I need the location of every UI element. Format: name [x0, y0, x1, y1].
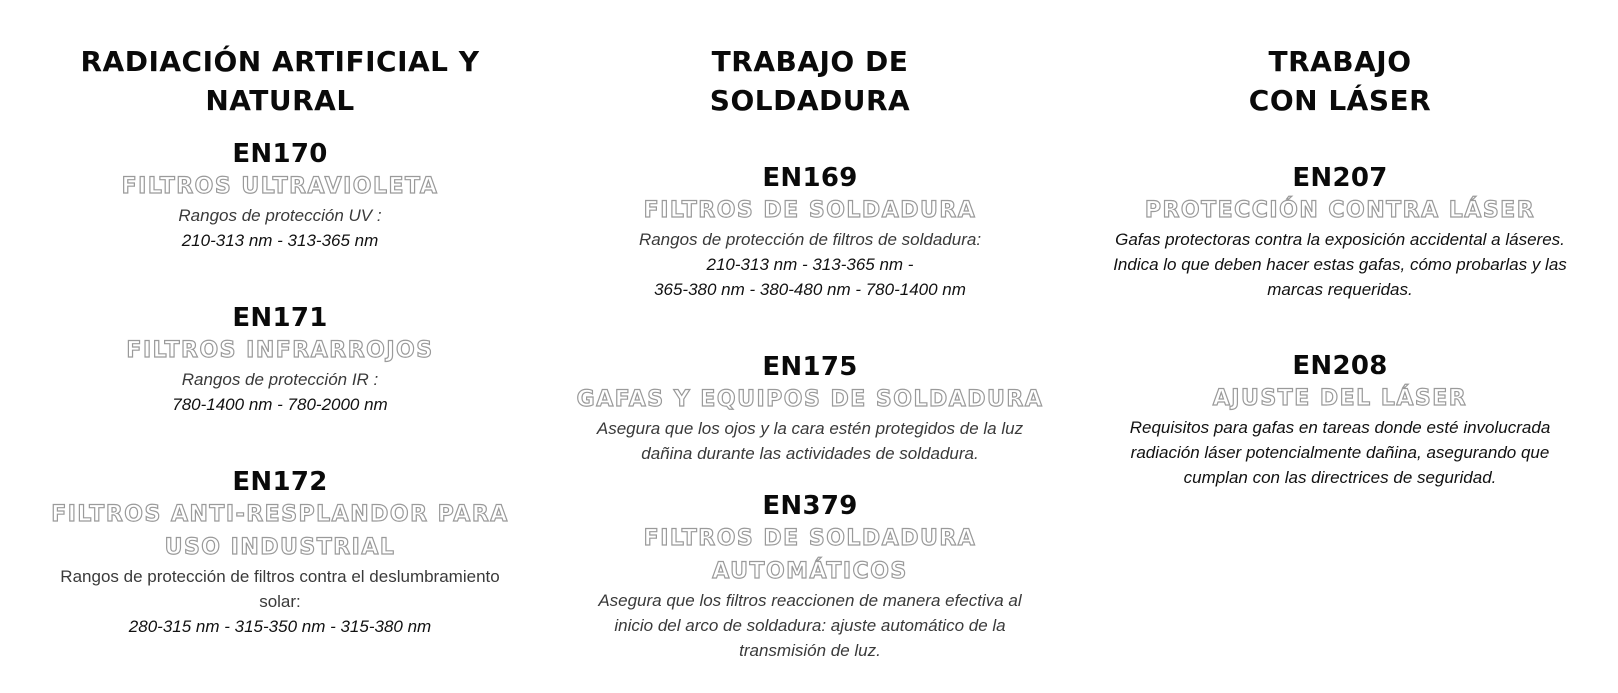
- standard-description: Rangos de protección de filtros de soldadura:: [638, 230, 982, 249]
- column-title-line: RADIACIÓN ARTIFICIAL Y: [80, 45, 480, 78]
- standard-en175: [560, 351, 1060, 466]
- standard-code: EN175: [762, 352, 858, 382]
- standard-range: 280-315 nm - 315-350 nm - 315-380 nm: [128, 617, 432, 636]
- standard-subtitle: FILTROS DE SOLDADURA: [643, 198, 977, 223]
- column-title-line: CON LÁSER: [1248, 84, 1432, 117]
- standard-description: Rangos de protección IR :: [181, 370, 379, 389]
- standard-description: Rangos de protección UV :: [178, 206, 382, 225]
- standard-subtitle: AUTOMÁTICOS: [712, 559, 908, 584]
- standard-description: transmisión de luz.: [739, 641, 881, 660]
- standard-description: dañina durante las actividades de soldadura.: [641, 444, 979, 463]
- standard-en169: [560, 162, 1060, 302]
- standard-description: radiación láser potencialmente dañina, asegurando que: [1130, 443, 1550, 462]
- standard-description: cumplan con las directrices de seguridad.: [1183, 468, 1497, 487]
- column-title-line: TRABAJO DE: [711, 45, 909, 78]
- standard-subtitle: GAFAS Y EQUIPOS DE SOLDADURA: [576, 387, 1044, 412]
- standard-code: EN169: [762, 163, 858, 193]
- standard-code: EN208: [1292, 351, 1388, 381]
- standard-subtitle: FILTROS DE SOLDADURA: [643, 526, 977, 551]
- standard-subtitle: FILTROS ANTI-RESPLANDOR PARA: [51, 502, 509, 527]
- standard-en170: [20, 138, 540, 253]
- standard-description: Asegura que los filtros reaccionen de manera efectiva al: [598, 591, 1022, 610]
- column-title: [560, 42, 1060, 120]
- standard-description: Asegura que los ojos y la cara estén protegidos de la luz: [596, 419, 1024, 438]
- standard-en379: [560, 490, 1060, 663]
- standard-subtitle: FILTROS INFRARROJOS: [126, 338, 434, 363]
- standard-code: EN379: [762, 491, 858, 521]
- standard-subtitle: FILTROS ULTRAVIOLETA: [121, 174, 439, 199]
- standard-subtitle: PROTECCIÓN CONTRA LÁSER: [1144, 198, 1536, 223]
- standard-subtitle: USO INDUSTRIAL: [164, 535, 396, 560]
- column-title: [1085, 42, 1595, 120]
- column-title-line: TRABAJO: [1268, 45, 1412, 78]
- standard-en208: [1085, 350, 1595, 490]
- standard-description: Rangos de protección de filtros contra el deslumbramiento: [60, 567, 500, 586]
- standard-range: 365-380 nm - 380-480 nm - 780-1400 nm: [654, 280, 966, 299]
- column-title-line: SOLDADURA: [709, 84, 911, 117]
- standard-code: EN207: [1292, 163, 1388, 193]
- standard-description: Requisitos para gafas en tareas donde esté involucrada: [1129, 418, 1551, 437]
- standard-range: 210-313 nm - 313-365 nm: [181, 231, 379, 250]
- standard-range: 210-313 nm - 313-365 nm -: [706, 255, 914, 274]
- standard-subtitle: AJUSTE DEL LÁSER: [1212, 386, 1468, 411]
- standard-description: Indica lo que deben hacer estas gafas, cómo probarlas y las: [1113, 255, 1567, 274]
- standard-description: Gafas protectoras contra la exposición accidental a láseres.: [1115, 230, 1565, 249]
- standard-code: EN172: [232, 467, 328, 497]
- column-title-line: NATURAL: [205, 84, 355, 117]
- column-title: [20, 42, 540, 120]
- standard-description: inicio del arco de soldadura: ajuste automático de la: [614, 616, 1006, 635]
- standard-en171: [20, 302, 540, 417]
- standard-en172: [20, 466, 540, 639]
- standard-code: EN170: [232, 139, 328, 169]
- standard-description: solar:: [259, 592, 301, 611]
- standard-en207: [1085, 162, 1595, 302]
- standard-range: 780-1400 nm - 780-2000 nm: [172, 395, 388, 414]
- standard-description: marcas requeridas.: [1267, 280, 1413, 299]
- standard-code: EN171: [232, 303, 328, 333]
